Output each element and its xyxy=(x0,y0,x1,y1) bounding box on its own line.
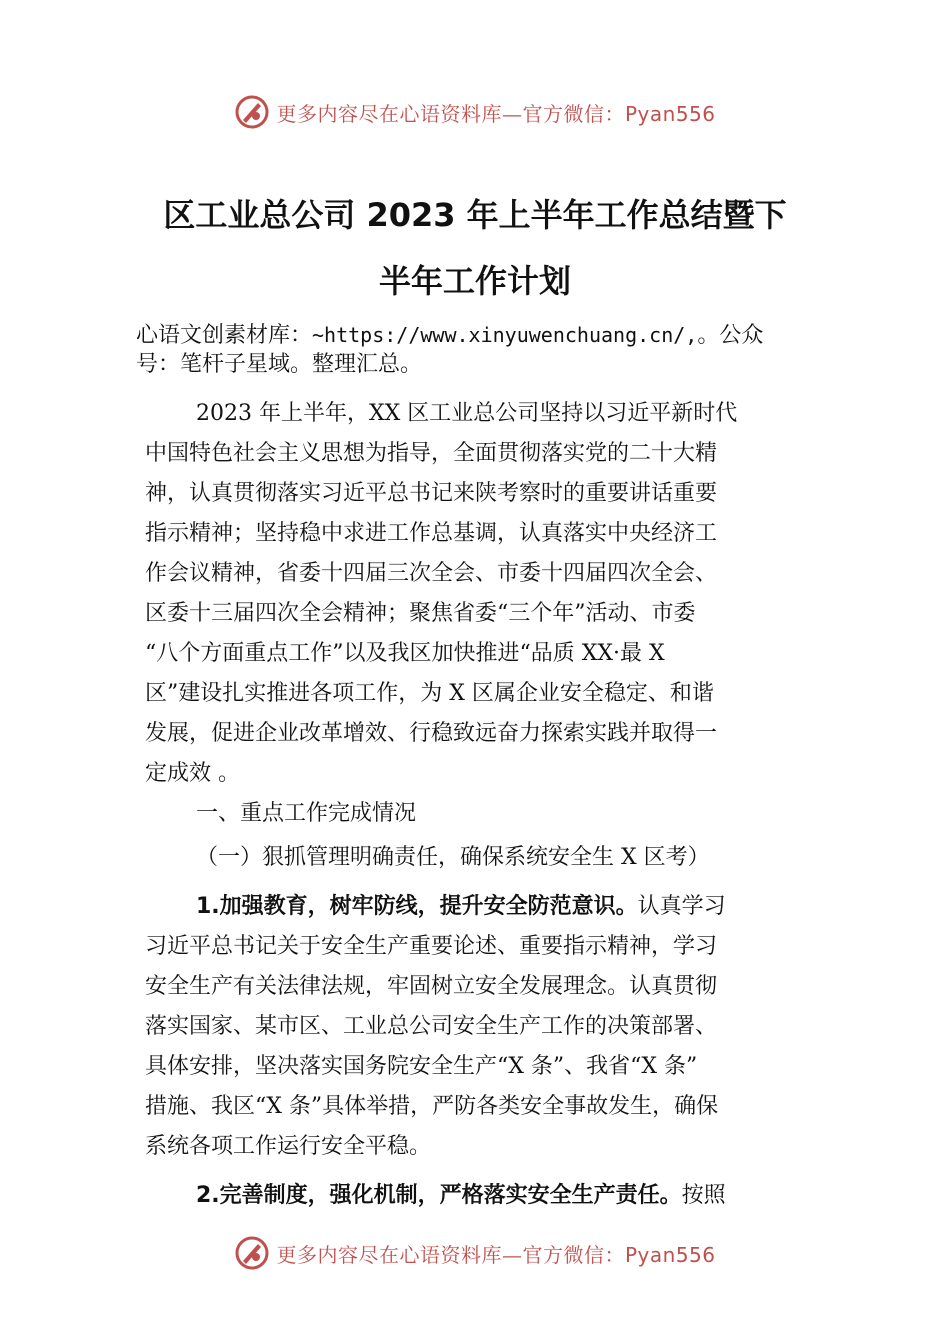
top-watermark-banner xyxy=(0,92,950,132)
intro-line: 神，认真贯彻落实习近平总书记来陕考察时的重要讲话重要 xyxy=(145,481,718,506)
item-1-line: 措施、我区“X 条”具体举措，严防各类安全事故发生，确保 xyxy=(145,1094,719,1119)
watermark-text: 更多内容尽在心语资料库—官方微信：Pyan556 xyxy=(276,1242,716,1267)
subsection-heading: （一）狠抓管理明确责任，确保系统安全生 X 区考） xyxy=(196,845,710,870)
source-line-2: 号：笔杆子星域。整理汇总。 xyxy=(136,352,423,377)
pen-seal-logo-icon xyxy=(234,94,270,130)
item-1-first-line: 1.加强教育，树牢防线，提升安全防范意识。认真学习 xyxy=(196,894,726,919)
item-1-line: 习近平总书记关于安全生产重要论述、重要指示精神，学习 xyxy=(145,934,718,959)
item-1-line: 系统各项工作运行安全平稳。 xyxy=(145,1134,432,1159)
intro-line: “八个方面重点工作”以及我区加快推进“品质 XX·最 X xyxy=(145,641,665,666)
item-1-line: 落实国家、某市区、工业总公司安全生产工作的决策部署、 xyxy=(145,1014,718,1039)
section-heading: 一、重点工作完成情况 xyxy=(196,801,417,826)
document-title-line-2: 半年工作计划 xyxy=(378,262,571,300)
intro-line: 区”建设扎实推进各项工作，为 X 区属企业安全稳定、和谐 xyxy=(145,681,714,706)
watermark-text: 更多内容尽在心语资料库—官方微信：Pyan556 xyxy=(276,101,716,126)
source-line-1: 心语文创素材库：~https://www.xinyuwenchuang.cn/,。公众 xyxy=(136,323,764,348)
item-1-line: 具体安排，坚决落实国务院安全生产“X 条”、我省“X 条” xyxy=(145,1054,698,1079)
intro-line: 定成效 。 xyxy=(145,761,240,786)
source-url: ~https://www.xinyuwenchuang.cn/, xyxy=(312,323,698,347)
intro-line: 发展，促进企业改革增效、行稳致远奋力探索实践并取得一 xyxy=(145,721,718,746)
intro-line: 作会议精神，省委十四届三次全会、市委十四届四次全会、 xyxy=(145,561,718,586)
intro-line: 中国特色社会主义思想为指导，全面贯彻落实党的二十大精 xyxy=(145,441,718,466)
intro-line: 指示精神；坚持稳中求进工作总基调，认真落实中央经济工 xyxy=(145,521,718,546)
intro-line: 区委十三届四次全会精神；聚焦省委“三个年”活动、市委 xyxy=(145,601,696,626)
bottom-watermark-banner xyxy=(0,1233,950,1273)
item-2-heading: 2.完善制度，强化机制，严格落实安全生产责任。 xyxy=(196,1183,682,1208)
intro-line: 2023 年上半年，XX 区工业总公司坚持以习近平新时代 xyxy=(196,401,738,426)
pen-seal-logo-icon xyxy=(234,1235,270,1271)
watermark-handle: Pyan556 xyxy=(624,101,716,126)
watermark-handle: Pyan556 xyxy=(624,1242,716,1267)
item-1-heading: 1.加强教育，树牢防线，提升安全防范意识。 xyxy=(196,894,638,919)
item-1-line: 安全生产有关法律法规，牢固树立安全发展理念。认真贯彻 xyxy=(145,974,718,999)
document-title-line-1: 区工业总公司 2023 年上半年工作总结暨下 xyxy=(163,196,787,234)
item-2-first-line: 2.完善制度，强化机制，严格落实安全生产责任。按照 xyxy=(196,1183,726,1208)
